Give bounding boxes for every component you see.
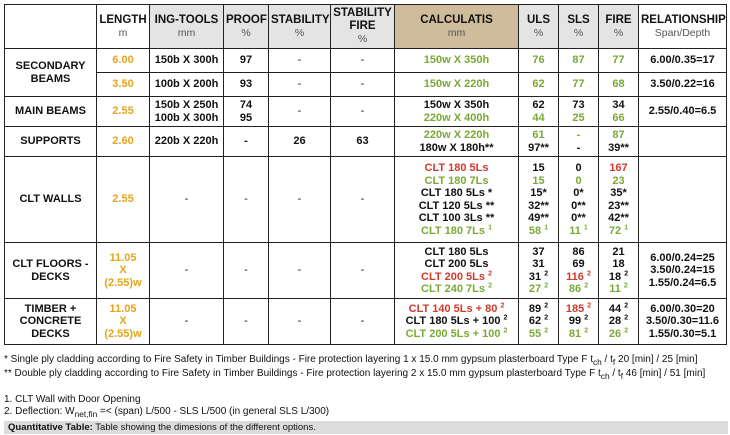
fire-line bbox=[601, 212, 636, 225]
relationship-cell bbox=[639, 299, 727, 345]
sls-cell bbox=[559, 127, 599, 157]
calc-value: CLT 180 7Ls bbox=[421, 224, 486, 237]
fire-value: 35* bbox=[610, 187, 627, 199]
uls-line bbox=[521, 315, 556, 328]
calc-line: 150w X 350h bbox=[423, 99, 490, 111]
fire-line bbox=[601, 200, 636, 213]
calc-value: CLT 180 5Ls * bbox=[420, 187, 493, 199]
fire-value: 23** bbox=[608, 199, 629, 212]
uls-line bbox=[521, 328, 556, 341]
row-label-supports: SUPPORTS bbox=[5, 127, 97, 157]
fire-value: 28 bbox=[608, 315, 622, 328]
calc-value: CLT 140 5Ls + 80 bbox=[408, 302, 498, 315]
calc-line: 180w X 180h** bbox=[419, 141, 494, 154]
uls-cell: 62 bbox=[519, 73, 559, 97]
sls-value: 81 bbox=[568, 327, 582, 340]
calc-cell bbox=[395, 157, 519, 243]
ing-tools-cell bbox=[150, 97, 224, 127]
calc-cell: 150w X 350h bbox=[395, 49, 519, 73]
calc-value: CLT 180 7Ls bbox=[424, 174, 489, 187]
relationship-line: 6.00/0.24=25 bbox=[650, 251, 715, 264]
stability-cell: - bbox=[269, 243, 331, 299]
sls-line bbox=[561, 200, 596, 213]
sls-value: 0 bbox=[575, 174, 582, 187]
calc-footnote-ref: 2 bbox=[500, 302, 505, 310]
stability-cell: 26 bbox=[269, 127, 331, 157]
calc-cell bbox=[395, 299, 519, 345]
header-relationship: RELATIONSHIP Span/Depth bbox=[639, 5, 727, 49]
uls-value: 15 bbox=[532, 162, 545, 174]
uls-line: 62 bbox=[532, 99, 545, 111]
table-row bbox=[5, 299, 727, 345]
calc-line bbox=[397, 315, 516, 328]
uls-line bbox=[521, 283, 556, 296]
footnote-double-ply: ** Double ply cladding according to Fire Safety in Timber Buildings - Fire protection layering 2 x 15.0 mm gypsum plasterboard Type F $t_{ch} / t_f$ 46 [min] / 51 [min] bbox=[4, 368, 706, 381]
relationship-cell: 6.00/0.35=17 bbox=[639, 49, 727, 73]
header-length: LENGTH m bbox=[97, 5, 150, 49]
relationship-cell bbox=[639, 157, 727, 243]
uls-cell bbox=[519, 299, 559, 345]
length-line: (2.55)w bbox=[104, 327, 142, 340]
table-row bbox=[5, 49, 727, 73]
uls-line bbox=[521, 187, 556, 200]
uls-line bbox=[521, 258, 556, 271]
sls-cell: 77 bbox=[559, 73, 599, 97]
uls-footnote-ref: 2 bbox=[544, 269, 549, 277]
calc-cell bbox=[395, 127, 519, 157]
uls-footnote-ref: 2 bbox=[544, 302, 549, 310]
calc-line bbox=[397, 212, 516, 225]
header-ing-tools: ING-TOOLS mm bbox=[150, 5, 224, 49]
sls-value: 185 bbox=[565, 302, 585, 315]
uls-value: 37 bbox=[532, 245, 545, 258]
fire-line bbox=[601, 225, 636, 238]
ing-tools-cell: 220b X 220h bbox=[150, 127, 224, 157]
uls-value: 15* bbox=[530, 187, 547, 199]
fire-value: 44 bbox=[608, 302, 622, 315]
fire-line: 87 bbox=[612, 129, 625, 141]
uls-line bbox=[521, 162, 556, 175]
ing-line: 100b X 300h bbox=[154, 111, 219, 124]
length-cell: 2.60 bbox=[97, 127, 150, 157]
header-calculatis: CALCULATIS mm bbox=[395, 5, 519, 49]
fire-footnote-ref: 2 bbox=[624, 314, 629, 322]
fire-footnote-ref: 1 bbox=[624, 223, 629, 231]
sls-footnote-ref: 2 bbox=[587, 302, 592, 310]
header-fire: FIRE % bbox=[599, 5, 639, 49]
calc-line bbox=[397, 283, 516, 296]
fire-cell bbox=[599, 97, 639, 127]
header-sls: SLS % bbox=[559, 5, 599, 49]
header-stability-fire: STABILITY FIRE % bbox=[331, 5, 395, 49]
footnote-single-ply: * Single ply cladding according to Fire Safety in Timber Buildings - Fire protection layering 1 x 15.0 mm gypsum plasterboard Type F $t_{ch} / t_f$ 20 [min] / 25 [min] bbox=[4, 354, 698, 367]
calc-value: CLT 240 7Ls bbox=[421, 283, 486, 295]
sls-value: 116 bbox=[566, 270, 584, 283]
calc-cell bbox=[395, 97, 519, 127]
calc-value: CLT 180 5Ls bbox=[424, 245, 489, 258]
uls-footnote-ref: 2 bbox=[544, 282, 549, 290]
ing-tools-cell: - bbox=[150, 157, 224, 243]
length-cell bbox=[97, 243, 150, 299]
uls-line bbox=[521, 212, 556, 225]
fire-value: 18 bbox=[612, 258, 625, 270]
length-line: 11.05 bbox=[109, 251, 137, 264]
uls-line bbox=[521, 200, 556, 213]
uls-value: 27 bbox=[528, 283, 542, 295]
calc-cell: 150w X 220h bbox=[395, 73, 519, 97]
sls-footnote-ref: 1 bbox=[583, 223, 588, 231]
table-row bbox=[5, 243, 727, 299]
fire-value: 167 bbox=[609, 162, 628, 174]
calc-line: 220w X 220h bbox=[423, 129, 490, 141]
row-label-secondary-beams: SECONDARY BEAMS bbox=[5, 49, 97, 97]
fire-line bbox=[601, 283, 636, 296]
sls-footnote-ref: 2 bbox=[586, 269, 591, 277]
uls-footnote-ref: 2 bbox=[544, 314, 549, 322]
uls-cell bbox=[519, 157, 559, 243]
sls-value: 86 bbox=[568, 283, 582, 295]
uls-line bbox=[521, 271, 556, 284]
calc-footnote-ref: 2 bbox=[503, 327, 508, 335]
fire-cell bbox=[599, 127, 639, 157]
fire-footnote-ref: 2 bbox=[624, 302, 629, 310]
uls-line: 97** bbox=[528, 141, 549, 154]
fire-cell: 68 bbox=[599, 73, 639, 97]
table-caption: Quantitative Table: Table showing the dimesions of the different options. bbox=[4, 421, 728, 434]
sls-line bbox=[561, 162, 596, 175]
fire-footnote-ref: 2 bbox=[623, 282, 628, 290]
uls-value: 62 bbox=[528, 315, 542, 328]
uls-footnote-ref: 1 bbox=[544, 223, 549, 231]
stability-fire-cell: - bbox=[331, 157, 395, 243]
calc-line bbox=[397, 200, 516, 213]
uls-value: 31 bbox=[532, 258, 545, 270]
stability-cell: - bbox=[269, 157, 331, 243]
uls-cell: 76 bbox=[519, 49, 559, 73]
calc-value: CLT 200 5Ls bbox=[421, 270, 486, 283]
uls-line bbox=[521, 303, 556, 316]
fire-line bbox=[601, 271, 636, 284]
calc-line bbox=[397, 258, 516, 271]
uls-cell bbox=[519, 243, 559, 299]
footnotes bbox=[4, 354, 726, 420]
sls-cell bbox=[559, 299, 599, 345]
proof-cell: - bbox=[224, 157, 269, 243]
calc-value: CLT 180 5Ls bbox=[424, 162, 489, 174]
calc-line bbox=[397, 303, 516, 316]
proof-cell bbox=[224, 97, 269, 127]
relationship-line: 1.55/0.24=6.5 bbox=[648, 276, 717, 289]
uls-cell bbox=[519, 97, 559, 127]
calc-line bbox=[397, 175, 516, 188]
proof-cell: - bbox=[224, 243, 269, 299]
stability-fire-cell: 63 bbox=[331, 127, 395, 157]
length-cell: 6.00 bbox=[97, 49, 150, 73]
sls-line: 25 bbox=[572, 111, 585, 124]
sls-line bbox=[561, 258, 596, 271]
sls-footnote-ref: 2 bbox=[584, 327, 589, 335]
stability-fire-cell: - bbox=[331, 73, 395, 97]
proof-line: 95 bbox=[239, 111, 253, 124]
fire-value: 42** bbox=[608, 212, 629, 224]
sls-cell bbox=[559, 243, 599, 299]
calc-value: CLT 200 5Ls + 100 bbox=[405, 327, 501, 340]
uls-value: 32** bbox=[528, 199, 549, 212]
sls-value: 0** bbox=[571, 212, 586, 224]
footnote-1: 1. CLT Wall with Door Opening bbox=[4, 394, 141, 405]
calc-value: CLT 120 5Ls ** bbox=[418, 199, 495, 212]
fire-cell bbox=[599, 243, 639, 299]
row-label-clt-floors: CLT FLOORS - DECKS bbox=[5, 243, 97, 299]
footnote-2: 2. Deflection: $W_{net,fin}$ =< (span) L/500 - SLS L/500 (in general SLS L/300) bbox=[4, 406, 330, 419]
sls-cell bbox=[559, 97, 599, 127]
calc-line bbox=[397, 187, 516, 200]
proof-cell: 97 bbox=[224, 49, 269, 73]
row-label-timber-concrete: TIMBER + CONCRETE DECKS bbox=[5, 299, 97, 345]
header-proof: PROOF % bbox=[224, 5, 269, 49]
uls-line: 44 bbox=[532, 111, 545, 124]
table-row bbox=[5, 97, 727, 127]
uls-value: 55 bbox=[528, 327, 542, 340]
stability-cell: - bbox=[269, 299, 331, 345]
fire-line bbox=[601, 315, 636, 328]
fire-cell bbox=[599, 157, 639, 243]
length-cell: 3.50 bbox=[97, 73, 150, 97]
sls-line bbox=[561, 283, 596, 296]
uls-cell bbox=[519, 127, 559, 157]
sls-line: 73 bbox=[572, 99, 585, 111]
fire-line bbox=[601, 162, 636, 175]
header-empty bbox=[5, 5, 97, 49]
uls-line bbox=[521, 246, 556, 259]
length-line: X bbox=[119, 315, 127, 328]
uls-line bbox=[521, 225, 556, 238]
calc-value: CLT 200 5Ls bbox=[424, 258, 489, 270]
sls-line bbox=[561, 271, 596, 284]
uls-value: 49** bbox=[528, 212, 549, 224]
fire-line bbox=[601, 187, 636, 200]
table-row bbox=[5, 127, 727, 157]
ing-line: 150b X 250h bbox=[154, 99, 219, 111]
calc-footnote-ref: 2 bbox=[488, 282, 492, 290]
uls-value: 58 bbox=[528, 224, 542, 237]
sls-line bbox=[561, 225, 596, 238]
calc-line bbox=[397, 162, 516, 175]
sls-line: - bbox=[576, 141, 581, 154]
sls-value: 86 bbox=[572, 245, 585, 258]
uls-line: 61 bbox=[532, 129, 545, 141]
sls-line bbox=[561, 212, 596, 225]
calc-line bbox=[397, 328, 516, 341]
relationship-line: 1.55/0.30=5.1 bbox=[648, 327, 717, 340]
stability-fire-cell: - bbox=[331, 49, 395, 73]
sls-line bbox=[561, 303, 596, 316]
length-cell bbox=[97, 299, 150, 345]
calc-line: 220w X 400h bbox=[423, 111, 490, 124]
sls-cell: 87 bbox=[559, 49, 599, 73]
sls-value: 11 bbox=[569, 224, 581, 237]
calc-value: CLT 180 5Ls + 100 bbox=[405, 315, 501, 328]
proof-cell: - bbox=[224, 299, 269, 345]
stability-fire-cell: - bbox=[331, 243, 395, 299]
row-label-clt-walls: CLT WALLS bbox=[5, 157, 97, 243]
ing-tools-cell: 150b X 300h bbox=[150, 49, 224, 73]
fire-cell: 77 bbox=[599, 49, 639, 73]
calc-line bbox=[397, 246, 516, 259]
length-cell: 2.55 bbox=[97, 97, 150, 127]
stability-fire-cell: - bbox=[331, 97, 395, 127]
quantitative-table bbox=[4, 4, 727, 345]
uls-value: 31 bbox=[528, 270, 542, 283]
ing-tools-cell: - bbox=[150, 243, 224, 299]
fire-cell bbox=[599, 299, 639, 345]
relationship-cell: 3.50/0.22=16 bbox=[639, 73, 727, 97]
header-stability: STABILITY % bbox=[269, 5, 331, 49]
sls-cell bbox=[559, 157, 599, 243]
sls-value: 0 bbox=[575, 162, 582, 174]
calc-footnote-ref: 1 bbox=[488, 223, 492, 231]
sls-footnote-ref: 2 bbox=[584, 314, 589, 322]
proof-cell: - bbox=[224, 127, 269, 157]
fire-line bbox=[601, 246, 636, 259]
fire-footnote-ref: 2 bbox=[624, 269, 629, 277]
calc-cell bbox=[395, 243, 519, 299]
calc-footnote-ref: 2 bbox=[503, 314, 508, 322]
sls-footnote-ref: 2 bbox=[584, 282, 589, 290]
uls-value: 89 bbox=[528, 302, 542, 315]
uls-value: 15 bbox=[532, 174, 545, 187]
ing-tools-cell: - bbox=[150, 299, 224, 345]
sls-line bbox=[561, 175, 596, 188]
sls-value: 99 bbox=[568, 315, 582, 328]
sls-line bbox=[561, 187, 596, 200]
fire-line: 66 bbox=[612, 111, 625, 124]
fire-value: 11 bbox=[609, 283, 621, 295]
fire-value: 26 bbox=[608, 327, 622, 340]
calc-line bbox=[397, 225, 516, 238]
stability-fire-cell: - bbox=[331, 299, 395, 345]
relationship-line: 3.50/0.30=11.6 bbox=[645, 315, 720, 328]
uls-footnote-ref: 2 bbox=[544, 327, 549, 335]
ing-tools-cell: 100b X 200h bbox=[150, 73, 224, 97]
relationship-line: 3.50/0.24=15 bbox=[650, 264, 715, 277]
header-row bbox=[5, 5, 727, 49]
sls-line bbox=[561, 315, 596, 328]
fire-line bbox=[601, 175, 636, 188]
fire-value: 18 bbox=[608, 270, 622, 283]
sls-value: 69 bbox=[572, 258, 585, 270]
length-cell: 2.55 bbox=[97, 157, 150, 243]
stability-cell: - bbox=[269, 49, 331, 73]
length-line: X bbox=[119, 264, 127, 277]
fire-line: 39** bbox=[608, 141, 629, 154]
fire-line bbox=[601, 258, 636, 271]
calc-value: CLT 100 3Ls ** bbox=[418, 212, 495, 224]
relationship-cell bbox=[639, 243, 727, 299]
sls-line bbox=[561, 246, 596, 259]
uls-line bbox=[521, 175, 556, 188]
header-uls: ULS % bbox=[519, 5, 559, 49]
sls-value: 0* bbox=[573, 187, 584, 199]
length-line: 11.05 bbox=[109, 302, 137, 315]
stability-cell: - bbox=[269, 73, 331, 97]
fire-value: 72 bbox=[608, 224, 622, 237]
fire-footnote-ref: 2 bbox=[624, 327, 629, 335]
sls-line bbox=[561, 328, 596, 341]
fire-line bbox=[601, 328, 636, 341]
sls-line: - bbox=[576, 129, 581, 141]
stability-cell: - bbox=[269, 97, 331, 127]
row-label-main-beams: MAIN BEAMS bbox=[5, 97, 97, 127]
proof-cell: 93 bbox=[224, 73, 269, 97]
sls-value: 0** bbox=[571, 199, 586, 212]
fire-value: 21 bbox=[612, 245, 625, 258]
fire-line bbox=[601, 303, 636, 316]
table-row bbox=[5, 157, 727, 243]
length-line: (2.55)w bbox=[104, 276, 142, 289]
fire-line: 34 bbox=[612, 99, 625, 111]
fire-value: 23 bbox=[612, 174, 625, 187]
relationship-cell: 2.55/0.40=6.5 bbox=[639, 97, 727, 127]
proof-line: 74 bbox=[239, 99, 253, 111]
relationship-cell bbox=[639, 127, 727, 157]
table-row bbox=[5, 73, 727, 97]
calc-footnote-ref: 2 bbox=[488, 269, 492, 277]
calc-line bbox=[397, 271, 516, 284]
relationship-line: 6.00/0.30=20 bbox=[650, 302, 715, 315]
